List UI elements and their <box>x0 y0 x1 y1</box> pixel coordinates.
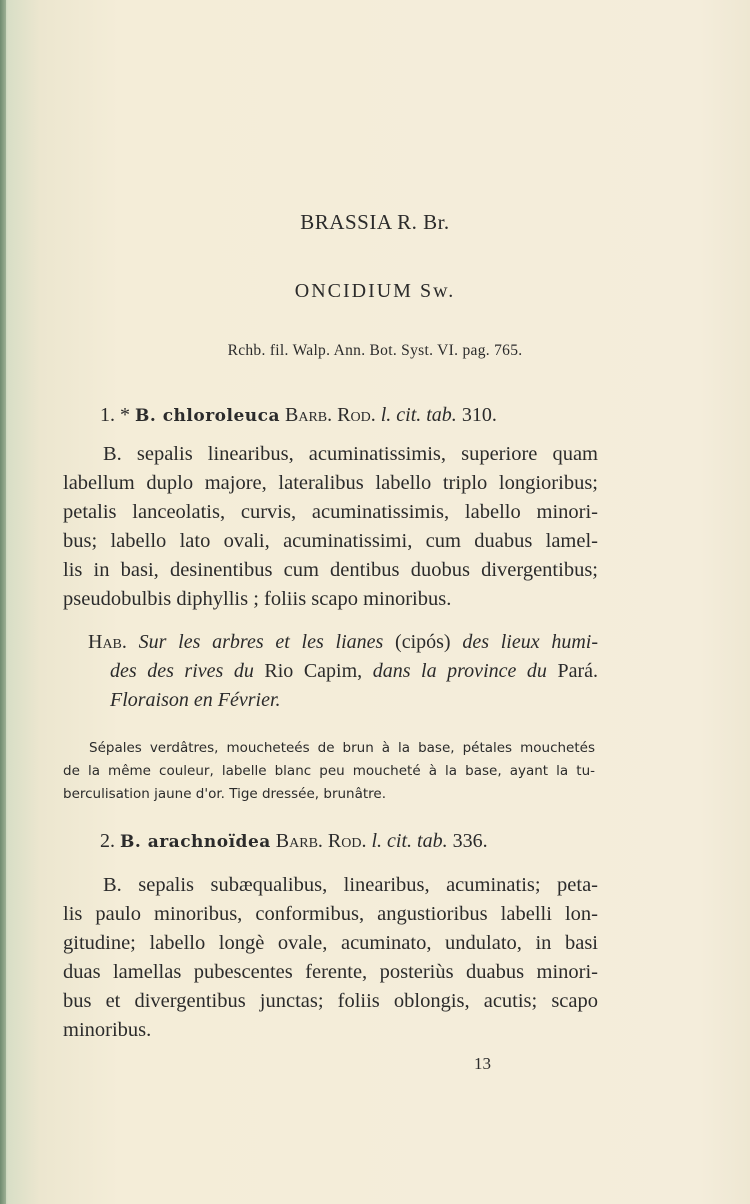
genus-title: BRASSIA R. Br. <box>300 210 450 234</box>
genus-synonym: ONCIDIUM Sw. <box>294 280 456 302</box>
description-line: lis paulo minoribus, conformibus, angustioribus labelli lon- <box>63 903 598 925</box>
species-name: B. arachnoïdea <box>120 832 271 852</box>
description-line: pseudobulbis diphyllis ; foliis scapo minoribus. <box>63 588 452 610</box>
habitat-text: des des rives du <box>110 660 254 682</box>
habitat-text: Pará. <box>557 660 599 682</box>
species-citation: l. cit. tab. <box>380 404 457 426</box>
species-description-1 <box>63 440 598 614</box>
habitat-text: Floraison en Février. <box>110 689 281 711</box>
note-line: berculisation jaune d'or. Tige dressée, brunâtre. <box>63 786 387 802</box>
habitat-text: (cipós) <box>395 631 451 653</box>
literature-reference: Rchb. fil. Walp. Ann. Bot. Syst. VI. pag. 765. <box>227 342 523 359</box>
description-line: gitudine; labello longè ovale, acuminato, undulato, in basi <box>63 932 598 954</box>
description-line: bus; labello lato ovali, acuminatissimi, cum duabus lamel- <box>63 530 598 552</box>
habitat-line <box>88 628 598 657</box>
description-line: B. sepalis linearibus, acuminatissimis, superiore quam <box>103 443 598 465</box>
habitat-text: Sur les arbres et les lianes <box>138 631 384 653</box>
habitat-text: des lieux humi- <box>462 631 599 653</box>
species-number: 1. * <box>100 404 130 426</box>
habitat-1 <box>88 628 598 715</box>
species-plate: 336. <box>452 830 488 852</box>
species-citation: l. cit. tab. <box>371 830 448 852</box>
species-name: B. chloroleuca <box>135 406 281 426</box>
species-number: 2. <box>100 830 115 852</box>
species-author: Barb. Rod. <box>285 404 376 426</box>
description-line: B. sepalis subæqualibus, linearibus, acuminatis; peta- <box>103 874 598 896</box>
habitat-line <box>88 657 598 686</box>
description-line: lis in basi, desinentibus cum dentibus duobus divergentibus; <box>63 559 598 581</box>
description-line: petalis lanceolatis, curvis, acuminatissimis, labello minori- <box>63 501 598 523</box>
habitat-line <box>88 686 598 715</box>
description-line: labellum duplo majore, lateralibus labello triplo longioribus; <box>63 472 598 494</box>
page-number: 13 <box>474 1054 491 1073</box>
species-description-2 <box>63 871 598 1045</box>
habitat-label: Hab. <box>88 631 127 653</box>
habitat-text: Rio Capim, <box>264 660 363 682</box>
note-line: Sépales verdâtres, moucheteés de brun à la base, pétales mouchetés <box>89 740 595 756</box>
species-heading-2 <box>100 830 488 853</box>
species-plate: 310. <box>461 404 497 426</box>
species-heading-1 <box>100 404 497 427</box>
description-line: bus et divergentibus junctas; foliis oblongis, acutis; scapo <box>63 990 598 1012</box>
description-line: minoribus. <box>63 1019 152 1041</box>
note-line: de la même couleur, labelle blanc peu moucheté à la base, ayant la tu- <box>63 763 595 779</box>
species-note-1 <box>63 737 595 806</box>
habitat-text: dans la province du <box>372 660 547 682</box>
species-author: Barb. Rod. <box>275 830 367 852</box>
description-line: duas lamellas pubescentes ferente, posteriùs duabus minori- <box>63 961 598 983</box>
